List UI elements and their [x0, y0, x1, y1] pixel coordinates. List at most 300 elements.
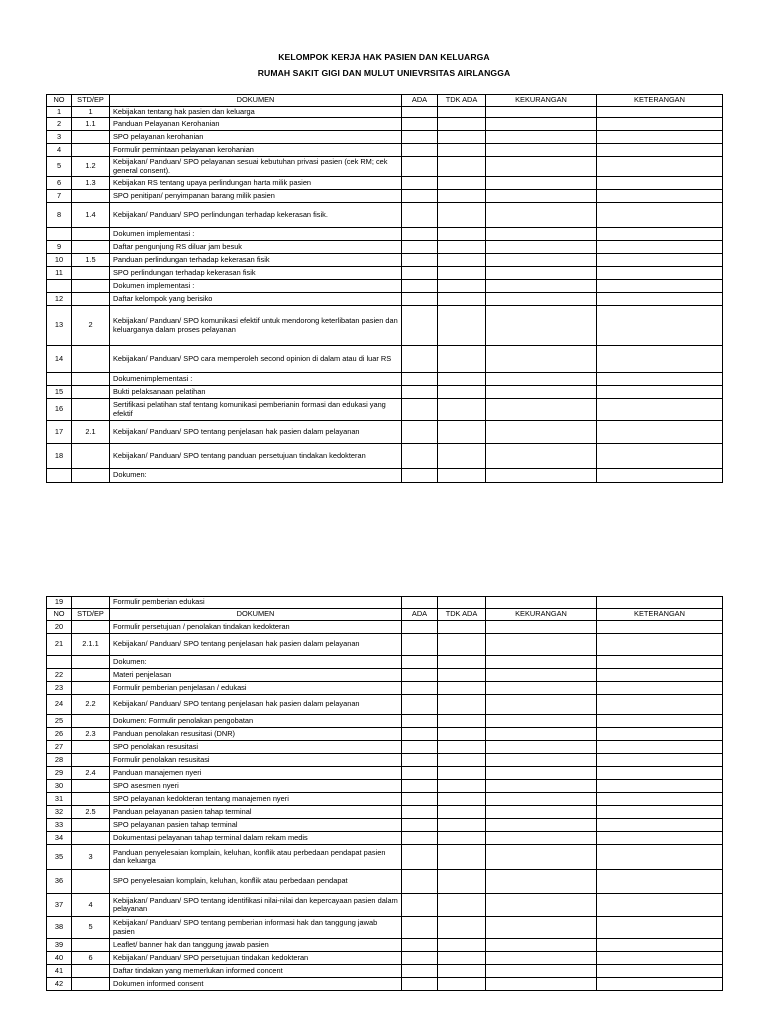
row-tdk-ada[interactable] [438, 228, 486, 241]
row-kekurangan[interactable] [486, 806, 597, 819]
table-row [47, 280, 723, 293]
row-dokumen: Sertifikasi pelatihan staf tentang komunikasi pemberianin formasi dan edukasi yang efektif [110, 399, 402, 421]
row-tdk-ada[interactable] [438, 715, 486, 728]
row-tdk-ada[interactable] [438, 939, 486, 952]
row-dokumen: Formulir pemberian penjelasan / edukasi [110, 682, 402, 695]
row-kekurangan[interactable] [486, 421, 597, 444]
row-keterangan[interactable] [597, 845, 723, 870]
row-keterangan[interactable] [597, 280, 723, 293]
row-dokumen: Daftar kelompok yang berisiko [110, 293, 402, 306]
row-tdk-ada[interactable] [438, 806, 486, 819]
row-ada[interactable] [402, 669, 438, 682]
row-tdk-ada[interactable] [438, 767, 486, 780]
row-keterangan[interactable] [597, 254, 723, 267]
row-keterangan[interactable] [597, 421, 723, 444]
row-no: 9 [47, 241, 72, 254]
table-row [47, 656, 723, 669]
row-dokumen: Formulir persetujuan / penolakan tindakan kedokteran [110, 621, 402, 634]
row-no: 35 [47, 845, 72, 870]
row-keterangan[interactable] [597, 767, 723, 780]
row-kekurangan[interactable] [486, 894, 597, 917]
row-no: 20 [47, 621, 72, 634]
row-tdk-ada[interactable] [438, 728, 486, 741]
row-tdk-ada[interactable] [438, 656, 486, 669]
row-dokumen: Dokumen: [110, 656, 402, 669]
row-kekurangan[interactable] [486, 118, 597, 131]
row-ada[interactable] [402, 254, 438, 267]
row-ada[interactable] [402, 715, 438, 728]
row-no: 30 [47, 780, 72, 793]
row-keterangan[interactable] [597, 157, 723, 177]
row-tdk-ada[interactable] [438, 793, 486, 806]
row-std-ep [72, 131, 110, 144]
row-tdk-ada[interactable] [438, 597, 486, 609]
row-ada[interactable] [402, 806, 438, 819]
row-no: 5 [47, 157, 72, 177]
row-keterangan[interactable] [597, 793, 723, 806]
row-keterangan[interactable] [597, 682, 723, 695]
row-std-ep: 2.5 [72, 806, 110, 819]
row-no: 19 [47, 597, 72, 609]
row-no: 4 [47, 144, 72, 157]
row-tdk-ada[interactable] [438, 952, 486, 965]
row-std-ep [72, 469, 110, 483]
row-kekurangan[interactable] [486, 695, 597, 715]
table-row [47, 144, 723, 157]
row-ada[interactable] [402, 767, 438, 780]
row-kekurangan[interactable] [486, 346, 597, 373]
row-std-ep [72, 978, 110, 991]
header-tdk-ada: TDK ADA [438, 609, 486, 621]
table-row [47, 421, 723, 444]
row-no: 38 [47, 917, 72, 939]
row-dokumen: Kebijakan/ Panduan/ SPO tentang penjelasan hak pasien dalam pelayanan [110, 421, 402, 444]
row-keterangan[interactable] [597, 634, 723, 656]
row-tdk-ada[interactable] [438, 444, 486, 469]
row-ada[interactable] [402, 780, 438, 793]
row-ada[interactable] [402, 682, 438, 695]
table-row [47, 870, 723, 894]
row-no: 34 [47, 832, 72, 845]
row-ada[interactable] [402, 190, 438, 203]
row-ada[interactable] [402, 939, 438, 952]
row-dokumen: Kebijakan/ Panduan/ SPO cara memperoleh second opinion di dalam atau di luar RS [110, 346, 402, 373]
table-row [47, 203, 723, 228]
table-row [47, 469, 723, 483]
row-ada[interactable] [402, 634, 438, 656]
row-ada[interactable] [402, 203, 438, 228]
row-std-ep: 2.2 [72, 695, 110, 715]
row-tdk-ada[interactable] [438, 621, 486, 634]
table-row [47, 107, 723, 118]
row-keterangan[interactable] [597, 894, 723, 917]
row-tdk-ada[interactable] [438, 634, 486, 656]
row-std-ep [72, 444, 110, 469]
row-std-ep [72, 228, 110, 241]
row-keterangan[interactable] [597, 965, 723, 978]
row-tdk-ada[interactable] [438, 978, 486, 991]
row-kekurangan[interactable] [486, 952, 597, 965]
row-ada[interactable] [402, 386, 438, 399]
row-ada[interactable] [402, 965, 438, 978]
row-keterangan[interactable] [597, 952, 723, 965]
row-ada[interactable] [402, 917, 438, 939]
row-kekurangan[interactable] [486, 386, 597, 399]
row-keterangan[interactable] [597, 346, 723, 373]
row-kekurangan[interactable] [486, 203, 597, 228]
row-ada[interactable] [402, 894, 438, 917]
row-ada[interactable] [402, 280, 438, 293]
row-ada[interactable] [402, 421, 438, 444]
row-keterangan[interactable] [597, 399, 723, 421]
row-keterangan[interactable] [597, 293, 723, 306]
table-row [47, 621, 723, 634]
row-keterangan[interactable] [597, 978, 723, 991]
row-keterangan[interactable] [597, 917, 723, 939]
row-kekurangan[interactable] [486, 939, 597, 952]
row-kekurangan[interactable] [486, 444, 597, 469]
row-kekurangan[interactable] [486, 819, 597, 832]
row-dokumen: Kebijakan/ Panduan/ SPO persetujuan tindakan kedokteran [110, 952, 402, 965]
table-row [47, 373, 723, 386]
row-dokumen: Panduan Pelayanan Kerohanian [110, 118, 402, 131]
row-kekurangan[interactable] [486, 870, 597, 894]
row-kekurangan[interactable] [486, 917, 597, 939]
row-dokumen: Kebijakan/ Panduan/ SPO tentang penjelasan hak pasien dalam pelayanan [110, 634, 402, 656]
row-std-ep [72, 190, 110, 203]
row-ada[interactable] [402, 845, 438, 870]
row-ada[interactable] [402, 819, 438, 832]
row-tdk-ada[interactable] [438, 780, 486, 793]
header-std-ep: STD/EP [72, 95, 110, 107]
table-row [47, 806, 723, 819]
row-keterangan[interactable] [597, 107, 723, 118]
row-kekurangan[interactable] [486, 715, 597, 728]
row-std-ep [72, 280, 110, 293]
row-ada[interactable] [402, 399, 438, 421]
table-row [47, 780, 723, 793]
row-kekurangan[interactable] [486, 728, 597, 741]
row-no: 41 [47, 965, 72, 978]
row-keterangan[interactable] [597, 373, 723, 386]
table-header-row [47, 95, 723, 107]
row-kekurangan[interactable] [486, 793, 597, 806]
row-no: 8 [47, 203, 72, 228]
row-dokumen: SPO penitipan/ penyimpanan barang milik pasien [110, 190, 402, 203]
row-kekurangan[interactable] [486, 978, 597, 991]
row-std-ep: 1.3 [72, 177, 110, 190]
row-ada[interactable] [402, 695, 438, 715]
table-row [47, 819, 723, 832]
row-kekurangan[interactable] [486, 280, 597, 293]
row-tdk-ada[interactable] [438, 695, 486, 715]
row-keterangan[interactable] [597, 241, 723, 254]
row-tdk-ada[interactable] [438, 131, 486, 144]
row-ada[interactable] [402, 793, 438, 806]
row-ada[interactable] [402, 728, 438, 741]
row-dokumen: SPO penolakan resusitasi [110, 741, 402, 754]
row-std-ep [72, 597, 110, 609]
row-ada[interactable] [402, 157, 438, 177]
row-dokumen: Kebijakan/ Panduan/ SPO pelayanan sesuai kebutuhan privasi pasien (cek RM; cek general consent). [110, 157, 402, 177]
row-tdk-ada[interactable] [438, 107, 486, 118]
row-kekurangan[interactable] [486, 157, 597, 177]
row-tdk-ada[interactable] [438, 669, 486, 682]
row-kekurangan[interactable] [486, 228, 597, 241]
row-tdk-ada[interactable] [438, 965, 486, 978]
row-tdk-ada[interactable] [438, 469, 486, 483]
row-ada[interactable] [402, 228, 438, 241]
row-keterangan[interactable] [597, 715, 723, 728]
row-tdk-ada[interactable] [438, 870, 486, 894]
row-ada[interactable] [402, 469, 438, 483]
row-keterangan[interactable] [597, 832, 723, 845]
row-std-ep [72, 399, 110, 421]
row-std-ep [72, 346, 110, 373]
row-no: 15 [47, 386, 72, 399]
row-std-ep [72, 144, 110, 157]
row-tdk-ada[interactable] [438, 399, 486, 421]
row-kekurangan[interactable] [486, 131, 597, 144]
row-kekurangan[interactable] [486, 293, 597, 306]
table-row [47, 845, 723, 870]
row-std-ep [72, 373, 110, 386]
row-std-ep [72, 832, 110, 845]
row-tdk-ada[interactable] [438, 203, 486, 228]
row-ada[interactable] [402, 118, 438, 131]
row-kekurangan[interactable] [486, 267, 597, 280]
row-kekurangan[interactable] [486, 107, 597, 118]
row-keterangan[interactable] [597, 870, 723, 894]
row-tdk-ada[interactable] [438, 118, 486, 131]
row-tdk-ada[interactable] [438, 917, 486, 939]
row-keterangan[interactable] [597, 306, 723, 346]
row-dokumen: Kebijakan/ Panduan/ SPO komunikasi efektif untuk mendorong keterlibatan pasien dan keluarganya dalam proses pelayanan [110, 306, 402, 346]
row-ada[interactable] [402, 870, 438, 894]
row-keterangan[interactable] [597, 695, 723, 715]
header-keterangan: KETERANGAN [597, 95, 723, 107]
row-dokumen: Daftar tindakan yang memerlukan informed concent [110, 965, 402, 978]
table-row [47, 177, 723, 190]
row-ada[interactable] [402, 267, 438, 280]
row-ada[interactable] [402, 832, 438, 845]
row-kekurangan[interactable] [486, 597, 597, 609]
row-no: 33 [47, 819, 72, 832]
row-keterangan[interactable] [597, 444, 723, 469]
row-kekurangan[interactable] [486, 741, 597, 754]
row-keterangan[interactable] [597, 597, 723, 609]
row-no: 3 [47, 131, 72, 144]
table-header-row [47, 609, 723, 621]
row-kekurangan[interactable] [486, 190, 597, 203]
row-tdk-ada[interactable] [438, 306, 486, 346]
row-ada[interactable] [402, 597, 438, 609]
row-no: 27 [47, 741, 72, 754]
row-ada[interactable] [402, 241, 438, 254]
row-kekurangan[interactable] [486, 144, 597, 157]
row-kekurangan[interactable] [486, 767, 597, 780]
row-dokumen: Kebijakan RS tentang upaya perlindungan harta milik pasien [110, 177, 402, 190]
row-std-ep [72, 669, 110, 682]
row-tdk-ada[interactable] [438, 280, 486, 293]
row-ada[interactable] [402, 293, 438, 306]
row-kekurangan[interactable] [486, 399, 597, 421]
row-tdk-ada[interactable] [438, 346, 486, 373]
row-tdk-ada[interactable] [438, 157, 486, 177]
row-keterangan[interactable] [597, 780, 723, 793]
row-keterangan[interactable] [597, 819, 723, 832]
row-keterangan[interactable] [597, 228, 723, 241]
row-keterangan[interactable] [597, 741, 723, 754]
row-keterangan[interactable] [597, 806, 723, 819]
row-kekurangan[interactable] [486, 965, 597, 978]
row-kekurangan[interactable] [486, 669, 597, 682]
row-tdk-ada[interactable] [438, 144, 486, 157]
row-keterangan[interactable] [597, 656, 723, 669]
row-dokumen: SPO pelayanan kerohanian [110, 131, 402, 144]
row-kekurangan[interactable] [486, 780, 597, 793]
row-kekurangan[interactable] [486, 373, 597, 386]
row-std-ep: 2.4 [72, 767, 110, 780]
row-std-ep: 1.4 [72, 203, 110, 228]
row-tdk-ada[interactable] [438, 190, 486, 203]
row-tdk-ada[interactable] [438, 373, 486, 386]
row-std-ep: 2 [72, 306, 110, 346]
row-ada[interactable] [402, 978, 438, 991]
table-row [47, 267, 723, 280]
row-tdk-ada[interactable] [438, 754, 486, 767]
row-dokumen: Kebijakan/ Panduan/ SPO tentang panduan persetujuan tindakan kedokteran [110, 444, 402, 469]
row-ada[interactable] [402, 144, 438, 157]
row-kekurangan[interactable] [486, 621, 597, 634]
row-ada[interactable] [402, 346, 438, 373]
row-dokumen: Leaflet/ banner hak dan tanggung jawab pasien [110, 939, 402, 952]
row-ada[interactable] [402, 107, 438, 118]
row-kekurangan[interactable] [486, 845, 597, 870]
row-no: 11 [47, 267, 72, 280]
row-kekurangan[interactable] [486, 682, 597, 695]
row-keterangan[interactable] [597, 939, 723, 952]
row-keterangan[interactable] [597, 177, 723, 190]
row-tdk-ada[interactable] [438, 177, 486, 190]
header-keterangan: KETERANGAN [597, 609, 723, 621]
row-no: 40 [47, 952, 72, 965]
row-keterangan[interactable] [597, 118, 723, 131]
row-tdk-ada[interactable] [438, 386, 486, 399]
row-ada[interactable] [402, 444, 438, 469]
row-ada[interactable] [402, 754, 438, 767]
table-row [47, 346, 723, 373]
row-no: 14 [47, 346, 72, 373]
row-tdk-ada[interactable] [438, 421, 486, 444]
table-row [47, 190, 723, 203]
row-dokumen: Panduan penolakan resusitasi (DNR) [110, 728, 402, 741]
row-std-ep [72, 241, 110, 254]
row-no: 16 [47, 399, 72, 421]
row-tdk-ada[interactable] [438, 832, 486, 845]
table-row [47, 444, 723, 469]
row-dokumen: Dokumenimplementasi : [110, 373, 402, 386]
row-no [47, 469, 72, 483]
row-std-ep: 2.1 [72, 421, 110, 444]
row-keterangan[interactable] [597, 190, 723, 203]
row-no: 21 [47, 634, 72, 656]
table-row [47, 682, 723, 695]
row-keterangan[interactable] [597, 669, 723, 682]
row-dokumen: Panduan manajemen nyeri [110, 767, 402, 780]
row-keterangan[interactable] [597, 754, 723, 767]
header-dokumen: DOKUMEN [110, 95, 402, 107]
row-tdk-ada[interactable] [438, 741, 486, 754]
header-dokumen: DOKUMEN [110, 609, 402, 621]
row-no: 23 [47, 682, 72, 695]
table-row [47, 832, 723, 845]
row-keterangan[interactable] [597, 131, 723, 144]
row-tdk-ada[interactable] [438, 894, 486, 917]
row-ada[interactable] [402, 952, 438, 965]
row-ada[interactable] [402, 621, 438, 634]
table-row [47, 741, 723, 754]
row-tdk-ada[interactable] [438, 254, 486, 267]
row-tdk-ada[interactable] [438, 682, 486, 695]
row-ada[interactable] [402, 741, 438, 754]
row-keterangan[interactable] [597, 621, 723, 634]
table-row [47, 157, 723, 177]
row-kekurangan[interactable] [486, 241, 597, 254]
row-ada[interactable] [402, 373, 438, 386]
row-keterangan[interactable] [597, 386, 723, 399]
table-row [47, 669, 723, 682]
row-tdk-ada[interactable] [438, 819, 486, 832]
row-no [47, 373, 72, 386]
document-title: KELOMPOK KERJA HAK PASIEN DAN KELUARGA [278, 52, 490, 62]
row-tdk-ada[interactable] [438, 293, 486, 306]
row-no: 29 [47, 767, 72, 780]
row-kekurangan[interactable] [486, 634, 597, 656]
header-tdk-ada: TDK ADA [438, 95, 486, 107]
row-no [47, 280, 72, 293]
row-kekurangan[interactable] [486, 254, 597, 267]
row-keterangan[interactable] [597, 203, 723, 228]
row-dokumen: Dokumen implementasi : [110, 228, 402, 241]
row-tdk-ada[interactable] [438, 241, 486, 254]
row-kekurangan[interactable] [486, 177, 597, 190]
row-std-ep [72, 939, 110, 952]
row-keterangan[interactable] [597, 267, 723, 280]
row-tdk-ada[interactable] [438, 845, 486, 870]
row-ada[interactable] [402, 131, 438, 144]
row-ada[interactable] [402, 656, 438, 669]
row-ada[interactable] [402, 306, 438, 346]
row-kekurangan[interactable] [486, 306, 597, 346]
row-kekurangan[interactable] [486, 469, 597, 483]
row-ada[interactable] [402, 177, 438, 190]
row-tdk-ada[interactable] [438, 267, 486, 280]
row-kekurangan[interactable] [486, 754, 597, 767]
row-no: 2 [47, 118, 72, 131]
row-keterangan[interactable] [597, 469, 723, 483]
row-no: 17 [47, 421, 72, 444]
row-dokumen: Materi penjelasan [110, 669, 402, 682]
row-std-ep [72, 965, 110, 978]
row-kekurangan[interactable] [486, 656, 597, 669]
row-keterangan[interactable] [597, 144, 723, 157]
row-std-ep: 1.2 [72, 157, 110, 177]
table-row [47, 978, 723, 991]
row-std-ep [72, 715, 110, 728]
row-kekurangan[interactable] [486, 832, 597, 845]
row-keterangan[interactable] [597, 728, 723, 741]
